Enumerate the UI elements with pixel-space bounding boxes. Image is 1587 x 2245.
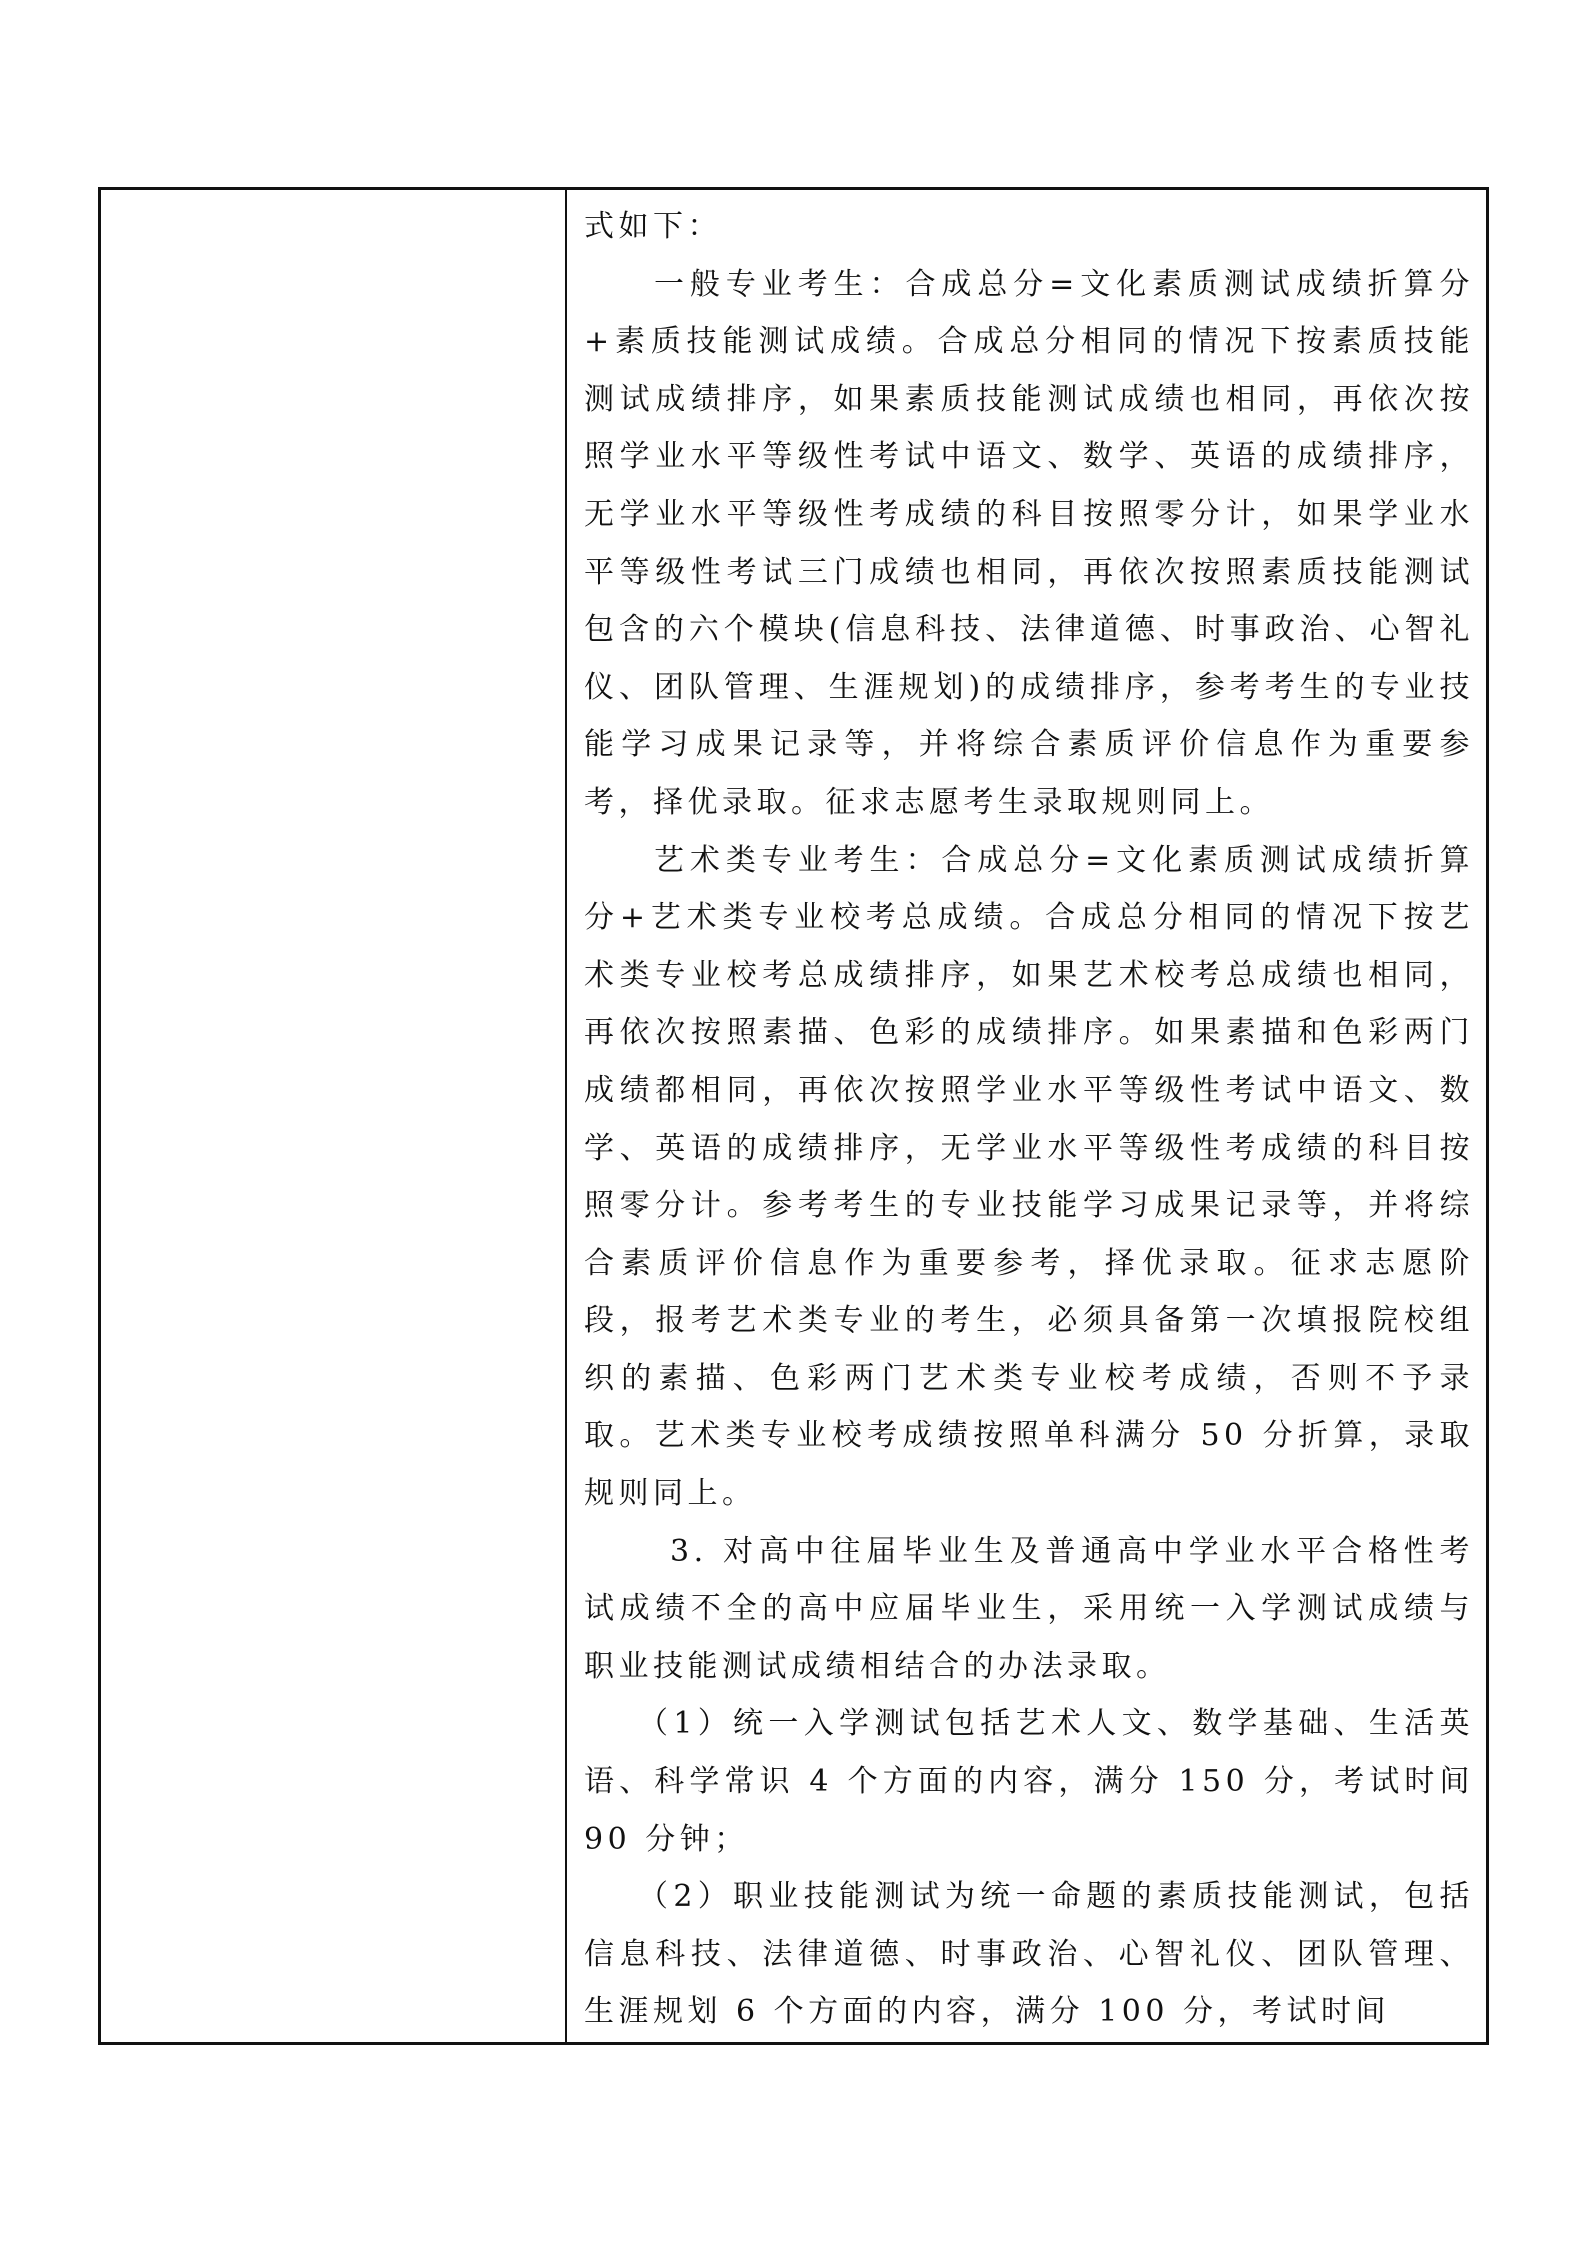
paragraph-item-3: 3. 对高中往届毕业生及普通高中学业水平合格性考试成绩不全的高中应届毕业生，采用统一入学测试成绩与职业技能测试成绩相结合的办法录取。 bbox=[584, 1533, 1474, 1684]
paragraph-subitem-1: （1）统一入学测试包括艺术人文、数学基础、生活英语、科学常识 4 个方面的内容，满分 150 分，考试时间 90 分钟； bbox=[584, 1706, 1474, 1857]
paragraph-continuation: 式如下： bbox=[584, 209, 722, 244]
paragraph-art-students: 艺术类专业考生：合成总分=文化素质测试成绩折算分+艺术类专业校考总成绩。合成总分相同的情况下按艺术类专业校考总成绩排序，如果艺术校考总成绩也相同，再依次按照素描、色彩的成绩排序。如果素描和色彩两门成绩都相同，再依次按照学业水平等级性考试中语文、数学、英语的成绩排序，无学业水平等级性考成绩的科目按照零分计。参考考生的专业技能学习成果记录等，并将综合素质评价信息作为重要参考，择优录取。征求志愿阶段，报考艺术类专业的考生，必须具备第一次填报院校组织的素描、色彩两门艺术类专业校考成绩，否则不予录取。艺术类专业校考成绩按照单科满分 50 分折算，录取规则同上。 bbox=[584, 842, 1474, 1512]
table-left-cell bbox=[101, 190, 565, 2042]
column-divider bbox=[565, 187, 567, 2045]
table-right-cell bbox=[584, 198, 1474, 2041]
paragraph-general-students: 一般专业考生：合成总分=文化素质测试成绩折算分+素质技能测试成绩。合成总分相同的情况下按素质技能测试成绩排序，如果素质技能测试成绩也相同，再依次按照学业水平等级性考试中语文、数学、英语的成绩排序，无学业水平等级性考成绩的科目按照零分计，如果学业水平等级性考试三门成绩也相同，再依次按照素质技能测试包含的六个模块(信息科技、法律道德、时事政治、心智礼仪、团队管理、生涯规划)的成绩排序，参考考生的专业技能学习成果记录等，并将综合素质评价信息作为重要参考，择优录取。征求志愿考生录取规则同上。 bbox=[584, 266, 1474, 820]
paragraph-subitem-2: （2）职业技能测试为统一命题的素质技能测试，包括信息科技、法律道德、时事政治、心智礼仪、团队管理、生涯规划 6 个方面的内容，满分 100 分，考试时间 bbox=[584, 1879, 1474, 2030]
